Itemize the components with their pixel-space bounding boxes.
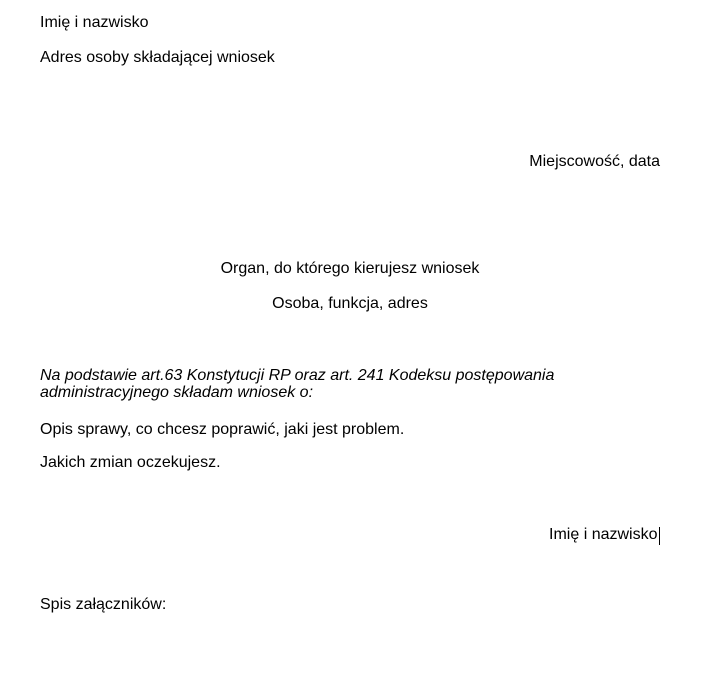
place-date-line[interactable]: Miejscowość, data bbox=[529, 153, 660, 170]
case-description-line[interactable]: Opis sprawy, co chcesz poprawić, jaki jest problem. bbox=[40, 421, 405, 438]
sender-address-line[interactable]: Adres osoby składającej wniosek bbox=[40, 49, 275, 66]
attachments-heading[interactable]: Spis załączników: bbox=[40, 596, 167, 613]
signature-line[interactable] bbox=[40, 525, 660, 543]
signature-text: Imię i nazwisko bbox=[549, 526, 658, 543]
recipient-person-line[interactable]: Osoba, funkcja, adres bbox=[272, 295, 428, 312]
text-cursor bbox=[659, 527, 661, 545]
recipient-organ-line[interactable]: Organ, do którego kierujesz wniosek bbox=[220, 260, 480, 277]
sender-name-line[interactable]: Imię i nazwisko bbox=[40, 14, 149, 31]
expected-changes-line[interactable]: Jakich zmian oczekujesz. bbox=[40, 454, 221, 471]
legal-basis-paragraph[interactable]: Na podstawie art.63 Konstytucji RP oraz art. 241 Kodeksu postępowania administracyjnego składam wniosek o: bbox=[40, 367, 559, 401]
